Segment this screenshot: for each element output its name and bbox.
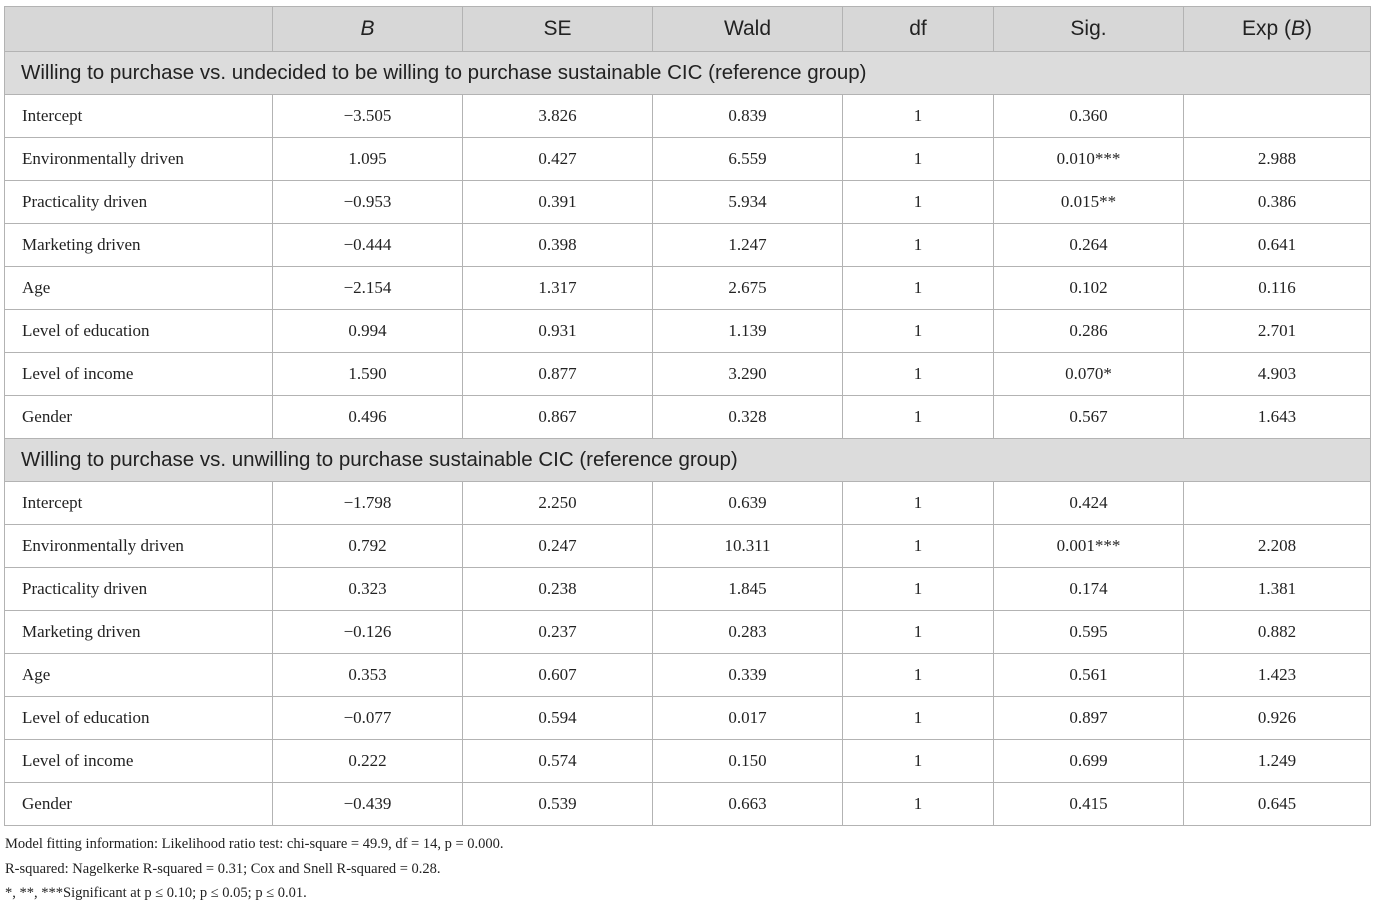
cell-df: 1 xyxy=(843,138,994,181)
cell-label: Intercept xyxy=(5,482,273,525)
header-se: SE xyxy=(463,7,653,52)
cell-se: 0.931 xyxy=(463,310,653,353)
cell-b: 1.590 xyxy=(273,353,463,396)
header-wald: Wald xyxy=(653,7,843,52)
cell-exp-b: 2.988 xyxy=(1184,138,1371,181)
cell-exp-b: 1.643 xyxy=(1184,396,1371,439)
cell-sig: 0.286 xyxy=(994,310,1184,353)
cell-wald: 0.150 xyxy=(653,740,843,783)
table-row xyxy=(5,654,1371,697)
cell-df: 1 xyxy=(843,568,994,611)
table-row xyxy=(5,353,1371,396)
regression-table xyxy=(4,6,1371,826)
cell-b: −2.154 xyxy=(273,267,463,310)
cell-b: −3.505 xyxy=(273,95,463,138)
cell-se: 0.398 xyxy=(463,224,653,267)
cell-wald: 0.283 xyxy=(653,611,843,654)
table-row xyxy=(5,267,1371,310)
cell-label: Age xyxy=(5,654,273,697)
cell-exp-b: 0.386 xyxy=(1184,181,1371,224)
cell-sig: 0.070* xyxy=(994,353,1184,396)
cell-wald: 1.139 xyxy=(653,310,843,353)
cell-df: 1 xyxy=(843,267,994,310)
cell-se: 0.594 xyxy=(463,697,653,740)
section-header-row xyxy=(5,52,1371,95)
table-body xyxy=(5,52,1371,826)
cell-df: 1 xyxy=(843,482,994,525)
cell-sig: 0.897 xyxy=(994,697,1184,740)
cell-wald: 0.339 xyxy=(653,654,843,697)
cell-b: 0.353 xyxy=(273,654,463,697)
cell-label: Environmentally driven xyxy=(5,138,273,181)
cell-se: 0.877 xyxy=(463,353,653,396)
cell-df: 1 xyxy=(843,654,994,697)
footnote-significance: *, **, ***Significant at p ≤ 0.10; p ≤ 0.05; p ≤ 0.01. xyxy=(5,885,307,901)
cell-sig: 0.415 xyxy=(994,783,1184,826)
cell-se: 0.247 xyxy=(463,525,653,568)
cell-df: 1 xyxy=(843,783,994,826)
cell-df: 1 xyxy=(843,396,994,439)
header-row xyxy=(5,7,1371,52)
cell-sig: 0.567 xyxy=(994,396,1184,439)
cell-b: 0.222 xyxy=(273,740,463,783)
table-row xyxy=(5,740,1371,783)
cell-se: 2.250 xyxy=(463,482,653,525)
cell-label: Gender xyxy=(5,783,273,826)
cell-wald: 0.839 xyxy=(653,95,843,138)
cell-se: 0.427 xyxy=(463,138,653,181)
cell-df: 1 xyxy=(843,95,994,138)
table-row xyxy=(5,95,1371,138)
cell-df: 1 xyxy=(843,525,994,568)
header-df: df xyxy=(843,7,994,52)
cell-se: 0.607 xyxy=(463,654,653,697)
cell-sig: 0.174 xyxy=(994,568,1184,611)
cell-sig: 0.102 xyxy=(994,267,1184,310)
cell-exp-b: 1.249 xyxy=(1184,740,1371,783)
cell-sig: 0.595 xyxy=(994,611,1184,654)
cell-b: −0.444 xyxy=(273,224,463,267)
cell-exp-b: 0.926 xyxy=(1184,697,1371,740)
cell-sig: 0.015** xyxy=(994,181,1184,224)
cell-se: 0.574 xyxy=(463,740,653,783)
cell-sig: 0.001*** xyxy=(994,525,1184,568)
section-title: Willing to purchase vs. undecided to be willing to purchase sustainable CIC (reference group) xyxy=(5,52,1371,95)
cell-label: Marketing driven xyxy=(5,224,273,267)
footnote-model-fit: Model fitting information: Likelihood ratio test: chi-square = 49.9, df = 14, p = 0.000. xyxy=(5,836,504,852)
cell-exp-b: 2.701 xyxy=(1184,310,1371,353)
cell-b: −0.953 xyxy=(273,181,463,224)
table-row xyxy=(5,611,1371,654)
cell-wald: 6.559 xyxy=(653,138,843,181)
table-footnotes xyxy=(5,832,504,906)
cell-df: 1 xyxy=(843,181,994,224)
cell-wald: 0.328 xyxy=(653,396,843,439)
cell-se: 1.317 xyxy=(463,267,653,310)
cell-sig: 0.424 xyxy=(994,482,1184,525)
cell-df: 1 xyxy=(843,310,994,353)
cell-label: Intercept xyxy=(5,95,273,138)
table-row xyxy=(5,224,1371,267)
cell-se: 0.237 xyxy=(463,611,653,654)
cell-se: 3.826 xyxy=(463,95,653,138)
cell-wald: 5.934 xyxy=(653,181,843,224)
cell-b: −0.077 xyxy=(273,697,463,740)
cell-b: 0.792 xyxy=(273,525,463,568)
cell-wald: 1.247 xyxy=(653,224,843,267)
cell-df: 1 xyxy=(843,224,994,267)
cell-exp-b: 4.903 xyxy=(1184,353,1371,396)
header-blank xyxy=(5,7,273,52)
cell-wald: 0.017 xyxy=(653,697,843,740)
cell-label: Gender xyxy=(5,396,273,439)
cell-wald: 2.675 xyxy=(653,267,843,310)
table-row xyxy=(5,568,1371,611)
table-row xyxy=(5,482,1371,525)
table-row xyxy=(5,310,1371,353)
table-row xyxy=(5,525,1371,568)
cell-wald: 0.639 xyxy=(653,482,843,525)
cell-se: 0.238 xyxy=(463,568,653,611)
cell-df: 1 xyxy=(843,611,994,654)
cell-exp-b: 0.641 xyxy=(1184,224,1371,267)
cell-sig: 0.561 xyxy=(994,654,1184,697)
cell-exp-b: 0.645 xyxy=(1184,783,1371,826)
cell-label: Marketing driven xyxy=(5,611,273,654)
cell-sig: 0.264 xyxy=(994,224,1184,267)
cell-exp-b xyxy=(1184,95,1371,138)
section-header-row xyxy=(5,439,1371,482)
cell-df: 1 xyxy=(843,697,994,740)
cell-label: Level of education xyxy=(5,697,273,740)
cell-b: −0.126 xyxy=(273,611,463,654)
cell-label: Level of income xyxy=(5,353,273,396)
footnote-r-squared: R-squared: Nagelkerke R-squared = 0.31; Cox and Snell R-squared = 0.28. xyxy=(5,860,441,877)
table-row xyxy=(5,396,1371,439)
cell-exp-b xyxy=(1184,482,1371,525)
table-row xyxy=(5,181,1371,224)
table-row xyxy=(5,138,1371,181)
cell-exp-b: 0.882 xyxy=(1184,611,1371,654)
cell-b: 0.994 xyxy=(273,310,463,353)
cell-b: 0.323 xyxy=(273,568,463,611)
cell-exp-b: 1.423 xyxy=(1184,654,1371,697)
cell-exp-b: 0.116 xyxy=(1184,267,1371,310)
table-header xyxy=(5,7,1371,52)
cell-sig: 0.699 xyxy=(994,740,1184,783)
cell-df: 1 xyxy=(843,353,994,396)
cell-wald: 3.290 xyxy=(653,353,843,396)
cell-wald: 0.663 xyxy=(653,783,843,826)
table-row xyxy=(5,697,1371,740)
cell-df: 1 xyxy=(843,740,994,783)
cell-sig: 0.360 xyxy=(994,95,1184,138)
cell-wald: 1.845 xyxy=(653,568,843,611)
cell-sig: 0.010*** xyxy=(994,138,1184,181)
cell-exp-b: 2.208 xyxy=(1184,525,1371,568)
cell-label: Practicality driven xyxy=(5,568,273,611)
section-title: Willing to purchase vs. unwilling to purchase sustainable CIC (reference group) xyxy=(5,439,1371,482)
cell-exp-b: 1.381 xyxy=(1184,568,1371,611)
cell-se: 0.867 xyxy=(463,396,653,439)
cell-se: 0.539 xyxy=(463,783,653,826)
cell-se: 0.391 xyxy=(463,181,653,224)
cell-b: 0.496 xyxy=(273,396,463,439)
header-b: B xyxy=(273,7,463,52)
cell-label: Age xyxy=(5,267,273,310)
cell-label: Level of income xyxy=(5,740,273,783)
cell-label: Level of education xyxy=(5,310,273,353)
cell-wald: 10.311 xyxy=(653,525,843,568)
cell-b: −1.798 xyxy=(273,482,463,525)
cell-b: 1.095 xyxy=(273,138,463,181)
header-exp-b: Exp (B) xyxy=(1184,7,1371,52)
cell-label: Practicality driven xyxy=(5,181,273,224)
cell-label: Environmentally driven xyxy=(5,525,273,568)
cell-b: −0.439 xyxy=(273,783,463,826)
header-sig: Sig. xyxy=(994,7,1184,52)
table-row xyxy=(5,783,1371,826)
